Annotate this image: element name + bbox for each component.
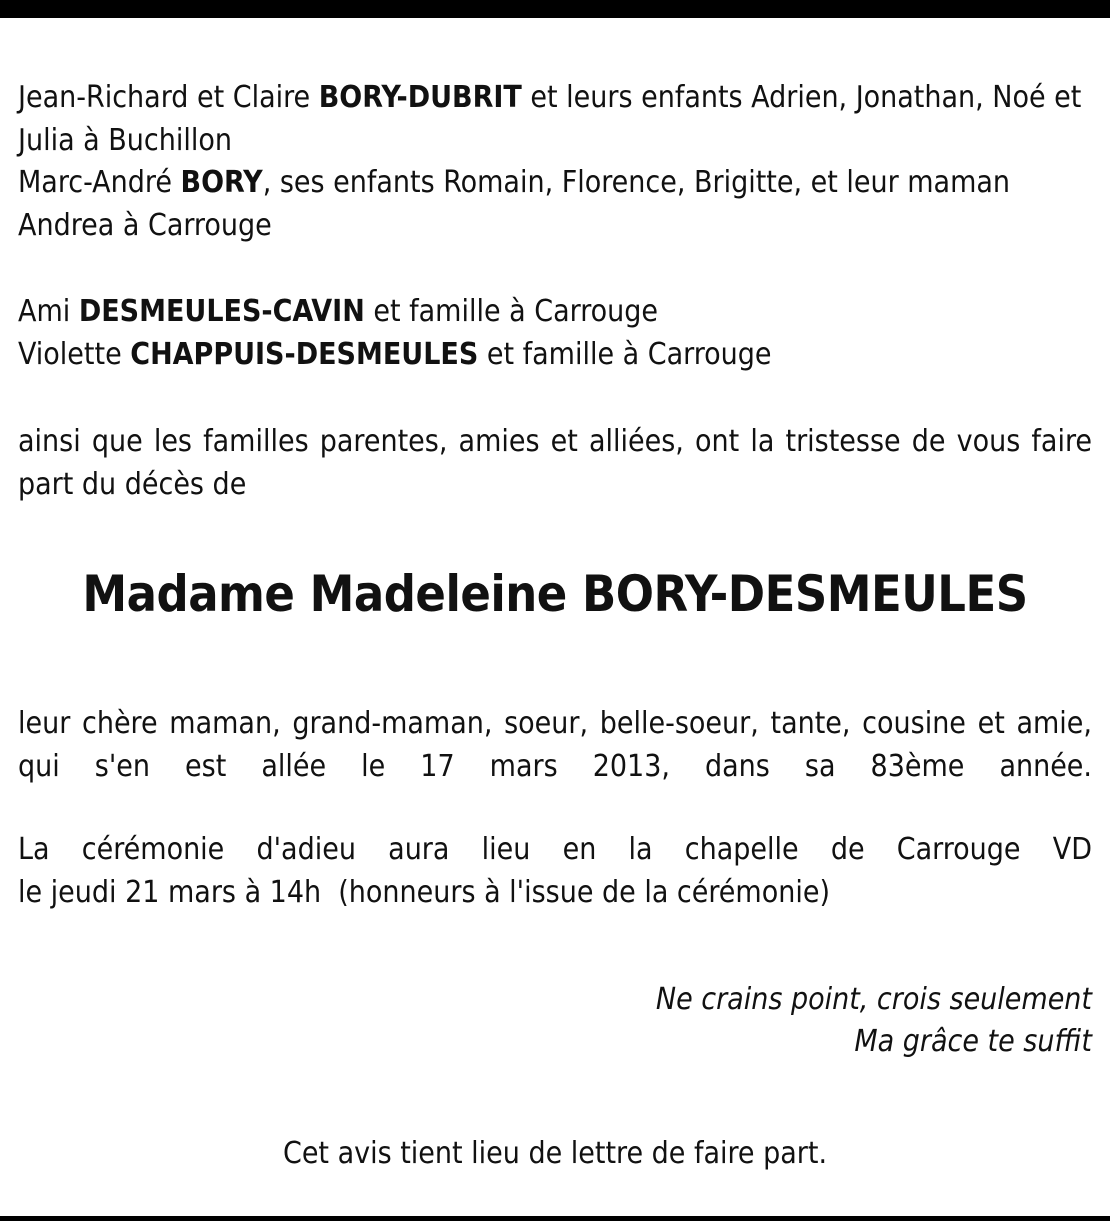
bottom-border-rule [0,1216,1110,1221]
family-entry-prefix: Jean-Richard et Claire [18,80,319,115]
deceased-name: Madame Madeleine BORY-DESMEULES [82,565,1028,623]
verse-line-2: Ma grâce te suffit [854,1024,1092,1059]
family-entry [18,76,1092,162]
family-entry-prefix: Violette [18,337,131,372]
family-entry-suffix: et famille à Carrouge [478,337,772,372]
verse [656,979,1092,1063]
family-entry-suffix: et famille à Carrouge [364,294,658,329]
family-entry [18,333,1092,376]
verse-line-1: Ne crains point, crois seulement [655,982,1092,1017]
family-surname: BORY-DUBRIT [318,80,522,115]
relation-text: leur chère maman, grand-maman, soeur, belle-soeur, tante, cousine et amie, qui s'en est allée le 17 mars 2013, dans sa 83ème année. [18,706,1092,784]
announcement-text: ainsi que les familles parentes, amies et alliées, ont la tristesse de vous faire part du décès de [18,424,1092,502]
family-entry [18,161,1092,247]
ceremony-line-1: La cérémonie d'adieu aura lieu en la chapelle de Carrouge VD [18,832,1092,867]
family-surname: DESMEULES-CAVIN [78,294,365,329]
family-entry [18,290,1092,333]
family-entry-suffix: , ses enfants Romain, Florence, Brigitte, et leur maman Andrea à Carrouge [18,165,1011,243]
footer-note: Cet avis tient lieu de lettre de faire part. [282,1136,828,1171]
family-entry-prefix: Marc-André [18,165,181,200]
family-surname: CHAPPUIS-DESMEULES [130,337,479,372]
ceremony-line-2: le jeudi 21 mars à 14h (honneurs à l'issue de la cérémonie) [18,875,830,910]
family-entry-prefix: Ami [18,294,79,329]
family-entry-suffix: et leurs enfants Adrien, Jonathan, Noé et Julia à Buchillon [18,80,1082,158]
family-surname: BORY [180,165,263,200]
top-border-rule [0,0,1110,18]
